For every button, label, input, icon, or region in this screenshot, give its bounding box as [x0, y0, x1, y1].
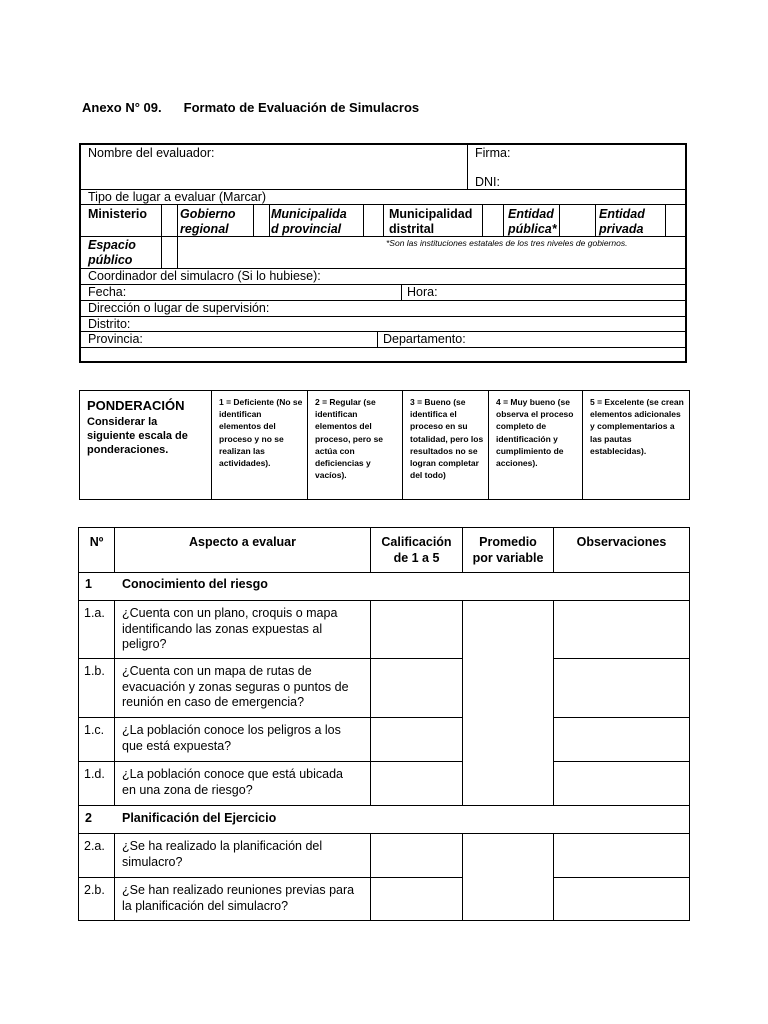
item-number: 1.d.: [84, 767, 105, 781]
item-number: 1.b.: [84, 664, 105, 678]
institutions-footnote: *Son las instituciones estatales de los tres niveles de gobiernos.: [386, 238, 628, 248]
item-question: ¿Se han realizado reuniones previas para la planificación del simulacro?: [122, 883, 355, 913]
section-title: Planificación del Ejercicio: [122, 811, 277, 825]
document-title: [82, 100, 419, 115]
ponderacion-subtitle: Considerar la siguiente escala de ponderaciones.: [87, 416, 188, 456]
header-score: Calificación de 1 a 5: [381, 535, 452, 565]
option-gobierno-regional: Gobierno regional: [180, 207, 236, 236]
dni-label: DNI:: [475, 175, 500, 189]
section-number: 2: [85, 811, 92, 825]
ponderacion-scale: [79, 390, 690, 500]
address-label: Dirección o lugar de supervisión:: [88, 301, 270, 315]
item-question: ¿La población conoce que está ubicada en una zona de riesgo?: [122, 767, 343, 797]
item-number: 1.c.: [84, 723, 105, 737]
scale-level-1: 1 = Deficiente (No se identifican elementos del proceso y no se realizan las actividades).: [219, 397, 303, 469]
option-ministerio: Ministerio: [88, 207, 148, 221]
scale-level-4: 4 = Muy bueno (se observa el proceso completo de identificación y cumplimiento de acciones).: [496, 397, 574, 469]
evaluator-name-label: Nombre del evaluador:: [88, 146, 215, 160]
header-average: Promedio por variable: [472, 535, 544, 565]
header-number: Nº: [89, 535, 104, 549]
item-number: 2.a.: [84, 839, 105, 853]
date-label: Fecha:: [88, 285, 127, 299]
department-label: Departamento:: [383, 332, 466, 346]
option-espacio-publico: Espacio público: [88, 238, 136, 267]
option-municipalidad-provincial: Municipalida d provincial: [271, 207, 347, 236]
section-title: Conocimiento del riesgo: [122, 577, 268, 591]
form-title: Formato de Evaluación de Simulacros: [183, 100, 420, 115]
time-label: Hora:: [407, 285, 438, 299]
option-entidad-privada: Entidad privada: [599, 207, 645, 236]
place-type-label: Tipo de lugar a evaluar (Marcar): [88, 190, 267, 204]
item-question: ¿Cuenta con un plano, croquis o mapa identificando las zonas expuestas al peligro?: [122, 606, 338, 651]
scale-level-2: 2 = Regular (se identifican elementos del proceso, pero se actúa con deficiencias y vacíos).: [315, 397, 384, 481]
ponderacion-title: PONDERACIÓN: [87, 398, 185, 413]
item-number: 2.b.: [84, 883, 105, 897]
item-question: ¿La población conoce los peligros a los que está expuesta?: [122, 723, 341, 753]
item-question: ¿Se ha realizado la planificación del simulacro?: [122, 839, 323, 869]
district-label: Distrito:: [88, 317, 131, 331]
item-number: 1.a.: [84, 606, 105, 620]
evaluation-table: [78, 527, 690, 921]
option-municipalidad-distrital: Municipalidad distrital: [389, 207, 473, 236]
evaluator-info-form: [79, 143, 687, 363]
scale-level-3: 3 = Bueno (se identifica el proceso en su totalidad, pero los resultados no se logran completar del todo): [410, 397, 484, 481]
header-aspect: Aspecto a evaluar: [189, 535, 296, 549]
scale-level-5: 5 = Excelente (se crean elementos adicionales y complementarios a las pautas establecidas).: [590, 397, 684, 456]
annex-number: Anexo N° 09.: [82, 100, 162, 115]
signature-label: Firma:: [475, 146, 511, 160]
item-question: ¿Cuenta con un mapa de rutas de evacuación y zonas seguras o puntos de reunión en caso de emergencia?: [122, 664, 349, 709]
coordinator-label: Coordinador del simulacro (Si lo hubiese):: [88, 269, 321, 283]
province-label: Provincia:: [88, 332, 143, 346]
header-observations: Observaciones: [576, 535, 667, 549]
section-number: 1: [85, 577, 92, 591]
option-entidad-publica: Entidad pública*: [508, 207, 557, 236]
